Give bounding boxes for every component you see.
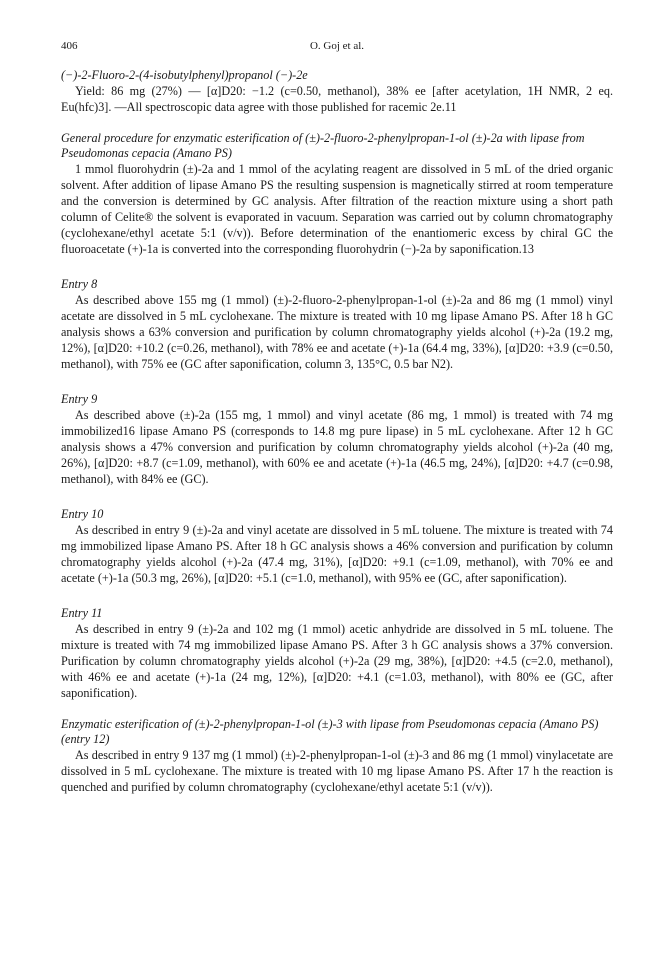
section-entry-9 <box>61 392 613 487</box>
journal-page <box>61 40 613 795</box>
section-title: Entry 8 <box>61 277 98 291</box>
section-body: As described in entry 9 (±)-2a and 102 mg (1 mmol) acetic anhydride are dissolved in 5 mL toluene. The mixture is treated with 74 mg immobilized lipase Amano PS. After 3 h GC analysis shows a 37% conversion. Purification by column chromatography yields alcohol (+)-2a (29 mg, 38%), [α]D20: +4.5 (c=2.0, methanol), with 46% ee and acetate (+)-1a (24 mg, 12%), [α]D20: +4.1 (c=1.03, methanol), with 80% ee (GC, after saponification). <box>61 622 613 700</box>
section-body: As described in entry 9 137 mg (1 mmol) (±)-2-phenylpropan-1-ol (±)-3 and 86 mg (1 mmol) vinylacetate are dissolved in 5 mL cyclohexane. The mixture is treated with 10 mg lipase Amano PS. After 17 h the reaction is quenched and purified by column chromatography (cyclohexane/ethyl acetate 5:1 (v/v)). <box>61 748 613 794</box>
section-entry-11 <box>61 606 613 701</box>
section-title: General procedure for enzymatic esterification of (±)-2-fluoro-2-phenylpropan-1-ol (±)-2a with lipase from Pseudomonas cepacia (Amano PS) <box>61 131 585 160</box>
section-body: 1 mmol fluorohydrin (±)-2a and 1 mmol of the acylating reagent are dissolved in 5 mL of the dried organic solvent. After addition of lipase Amano PS the resulting suspension is magnetically stirred at room temperature and the conversion is determined by GC analysis. After filtration of the reaction mixture using a short path column of Celite® the solvent is evaporated in vacuum. Separation was carried out by column chromatography (cyclohexane/ethyl acetate 5:1 (v/v)). Before determination of the enantiomeric excess by chiral GC the fluoroacetate (+)-1a is converted into the corresponding fluorohydrin (−)-2a by saponification.13 <box>61 162 613 256</box>
page-number: 406 <box>61 40 78 52</box>
section-title: Entry 10 <box>61 507 104 521</box>
section-title: Entry 9 <box>61 392 98 406</box>
section-entry-12 <box>61 717 613 795</box>
section-body: As described above 155 mg (1 mmol) (±)-2-fluoro-2-phenylpropan-1-ol (±)-2a and 86 mg (1 mmol) vinyl acetate are dissolved in 5 mL cyclohexane. The mixture is treated with 10 mg lipase Amano PS. After 18 h GC analysis shows a 63% conversion and purification by column chromatography yields alcohol (+)-2a (19.2 mg, 12%), [α]D20: +10.2 (c=0.26, methanol), with 78% ee and acetate (+)-1a (64.4 mg, 33%), [α]D20: +3.9 (c=0.50, methanol), with 75% ee (GC after saponification, column 3, 135°C, 0.5 bar N2). <box>61 293 613 371</box>
section-body: Yield: 86 mg (27%) — [α]D20: −1.2 (c=0.50, methanol), 38% ee [after acetylation, 1H NMR, 2 eq. Eu(hfc)3]. —All spectroscopic data agree with those published for racemic 2e.11 <box>61 84 613 114</box>
section-title: (−)-2-Fluoro-2-(4-isobutylphenyl)propanol (−)-2e <box>61 68 308 82</box>
section-title: Entry 11 <box>61 606 103 620</box>
section-entry-8 <box>61 277 613 372</box>
running-head: O. Goj et al. <box>309 40 365 52</box>
section-compound-2e <box>61 68 613 115</box>
section-entry-10 <box>61 507 613 586</box>
section-body: As described above (±)-2a (155 mg, 1 mmol) and vinyl acetate (86 mg, 1 mmol) is treated with 74 mg immobilized16 lipase Amano PS (corresponds to 14.8 mg pure lipase) in 5 mL cyclohexane. After 12 h GC analysis shows a 47% conversion and purification by column chromatography yields alcohol (+)-2a (40 mg, 26%), [α]D20: +8.7 (c=1.09, methanol), with 60% ee and acetate (+)-1a (46.5 mg, 24%), [α]D20: +4.7 (c=0.98, methanol), with 84% ee (GC). <box>61 408 613 486</box>
section-title: Enzymatic esterification of (±)-2-phenylpropan-1-ol (±)-3 with lipase from Pseudomonas cepacia (Amano PS) (entry 12) <box>61 717 599 746</box>
section-body: As described in entry 9 (±)-2a and vinyl acetate are dissolved in 5 mL toluene. The mixture is treated with 74 mg immobilized lipase Amano PS. After 18 h GC analysis shows a 46% conversion and purification by column chromatography yields alcohol (+)-2a (47.4 mg, 31%), [α]D20: +9.1 (c=1.09, methanol), with 70% ee and acetate (+)-1a (50.3 mg, 26%), [α]D20: +5.1 (c=1.0, methanol), with 95% ee (GC, after saponification). <box>61 523 613 585</box>
section-general-procedure <box>61 131 613 257</box>
page-header <box>61 40 613 58</box>
